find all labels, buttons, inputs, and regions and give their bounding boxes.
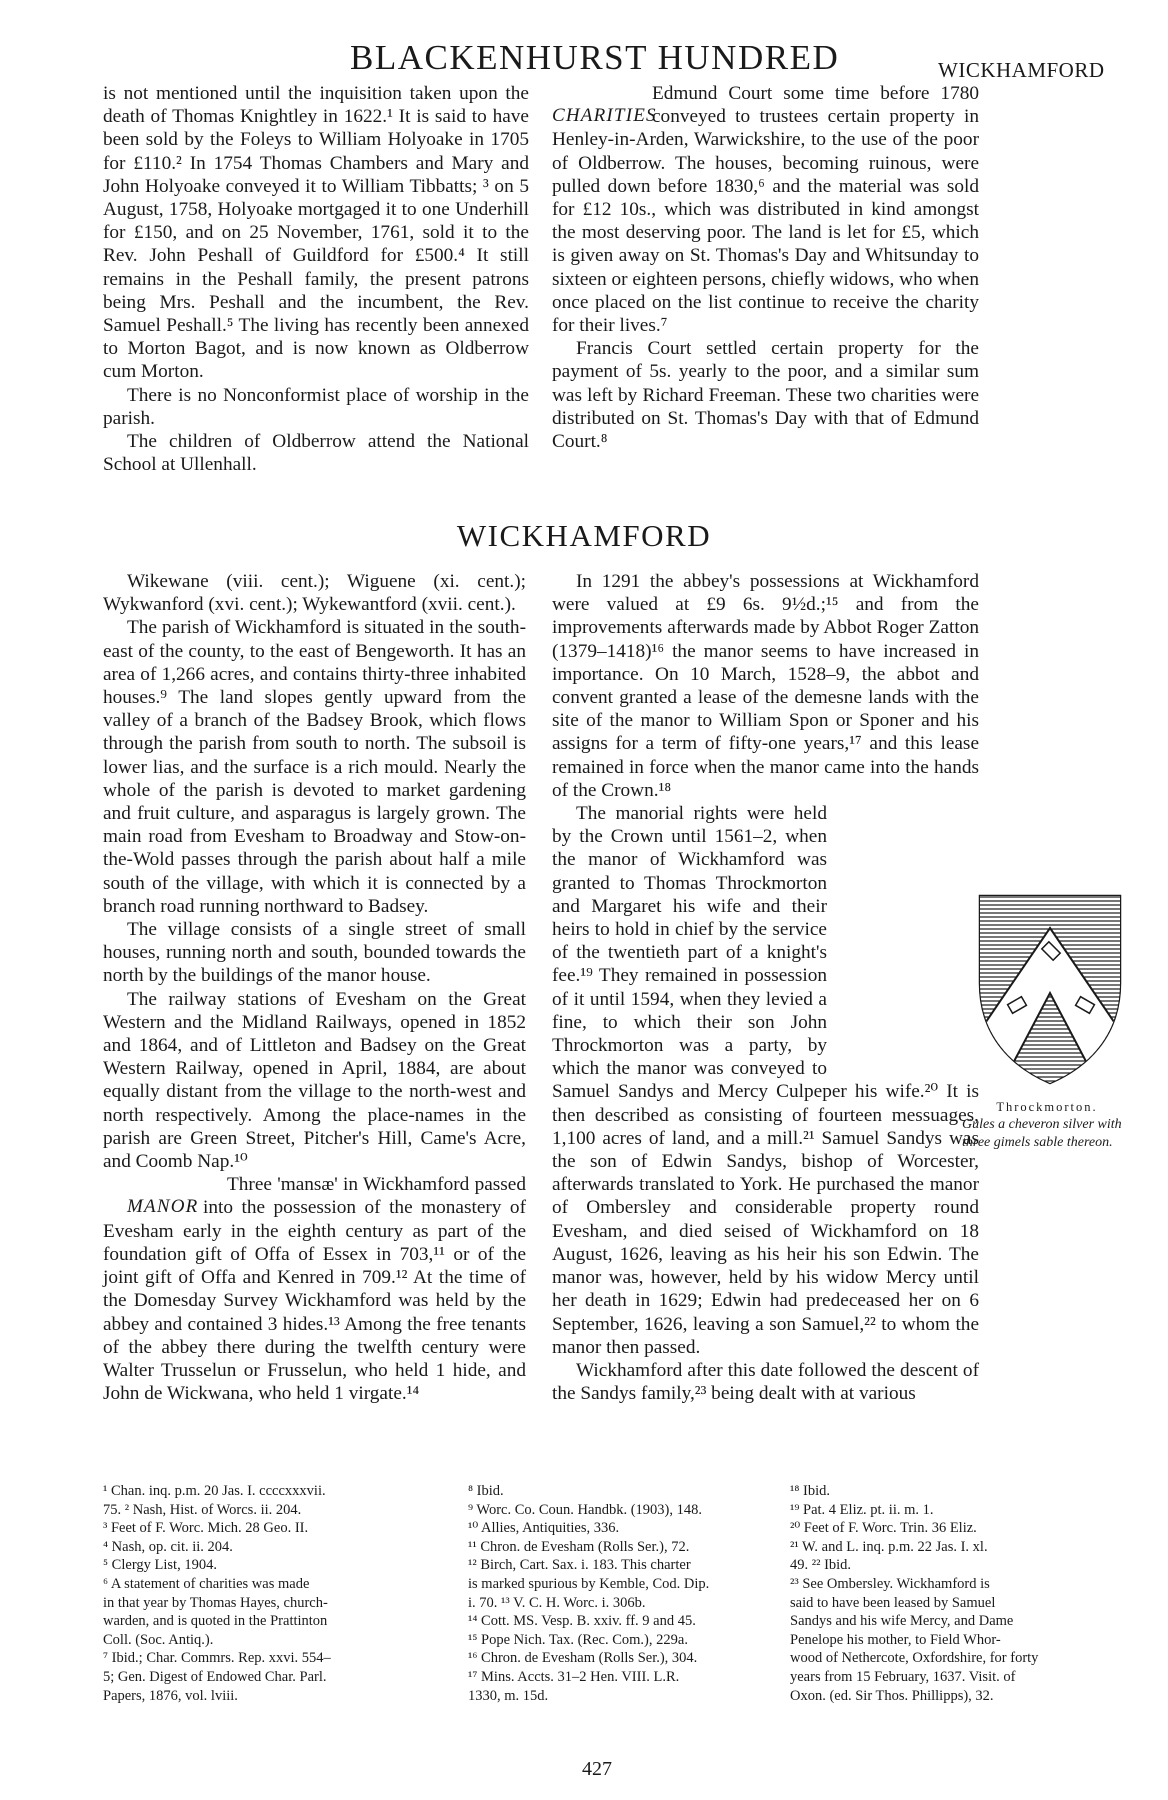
footnote-line: ¹² Birch, Cart. Sax. i. 183. This charter [468, 1557, 691, 1574]
footnotes-column-2 [468, 1482, 768, 1705]
footnote-line: ²³ See Ombersley. Wickhamford is [790, 1575, 990, 1592]
footnote-line: ¹⁵ Pope Nich. Tax. (Rec. Com.), 229a. [468, 1631, 688, 1648]
footnote-line: 75. ² Nash, Hist. of Worcs. ii. 204. [103, 1501, 302, 1518]
footnote-line: 49. ²² Ibid. [790, 1557, 852, 1574]
footnote-line: ⁴ Nash, op. cit. ii. 204. [103, 1538, 233, 1555]
footnote-line: warden, and is quoted in the Prattinton [103, 1613, 328, 1630]
manor-side-heading: MANOR [127, 1196, 199, 1218]
running-header-parish: WICKHAMFORD [938, 58, 1105, 82]
charities-paragraph-1: CHARITIES Edmund Court some time before 1780 conveyed to trustees certain property in Henley-in-Arden, Warwickshire, to the use of the poor of Oldberrow. The houses, becoming ruinous, were pulled down before 1830,⁶ and the material was sold for £12 10s., which was distributed in kind amongst the most deserving poor. The land is let for £5, which is given away on St. Thomas's Day and Whitsunday to sixteen or eighteen persons, chiefly widows, who when once placed on the list continue to receive the charity for their lives.⁷ [552, 83, 979, 337]
footnote-line: Oxon. (ed. Sir Thos. Phillipps), 32. [790, 1687, 994, 1704]
footnote-line: ⁶ A statement of charities was made [103, 1575, 310, 1592]
main-right-column [552, 570, 979, 1405]
footnote-line: ¹ Chan. inq. p.m. 20 Jas. I. ccccxxxvii. [103, 1483, 326, 1499]
footnote-line: ¹⁸ Ibid. [790, 1483, 831, 1499]
sandys-descent-paragraph: Wickhamford after this date followed the descent of the Sandys family,²³ being dealt with at various [552, 1359, 979, 1405]
footnote-line: ⁹ Worc. Co. Coun. Handbk. (1903), 148. [468, 1501, 702, 1518]
footnote-line: ¹⁷ Mins. Accts. 31–2 Hen. VIII. L.R. [468, 1668, 680, 1685]
page-number: 427 [582, 1758, 612, 1780]
footnote-line: ¹¹ Chron. de Evesham (Rolls Ser.), 72. [468, 1538, 690, 1555]
arms-caption-name: Throckmorton. [996, 1100, 1098, 1114]
footnote-line: ¹⁰ Allies, Antiquities, 336. [468, 1520, 620, 1537]
footnote-line: wood of Nethercote, Oxfordshire, for forty [790, 1650, 1039, 1667]
footnote-line: in that year by Thomas Hayes, church- [103, 1594, 328, 1611]
running-header-title: BLACKENHURST HUNDRED [350, 38, 840, 77]
village-paragraph: The village consists of a single street of small houses, running north and south, bounded towards the north by the buildings of the manor house. [103, 919, 526, 987]
footnotes-column-3 [790, 1482, 1090, 1705]
footnote-line: ⁸ Ibid. [468, 1483, 504, 1499]
manor-paragraph: MANOR Three 'mansæ' in Wickhamford passed into the possession of the monastery of Evesham early in the eighth century as part of the foundation gift of Offa of Essex in 703,¹¹ or of the joint gift of Offa and Kenred in 709.¹² At the time of the Domesday Survey Wickhamford was held by the abbey and contained 3 hides.¹³ Among the free tenants of the abbey there during the twelfth century were Walter Trusselun or Frusselun, who held 1 hide, and John de Wickwana, who held 1 virgate.¹⁴ [103, 1174, 526, 1405]
railway-paragraph: The railway stations of Evesham on the Great Western and the Midland Railways, opened in 1852 and 1864, and of Littleton and Badsey on the Great Western Railway, opened in April, 1884, are about equally distant from the village to the north-west and north respectively. Among the place-names in the parish are Green Street, Pitcher's Hill, Came's Acre, and Coomb Nap.¹⁰ [103, 988, 526, 1173]
footnote-line: i. 70. ¹³ V. C. H. Worc. i. 306b. [468, 1594, 646, 1611]
footnote-line: Coll. (Soc. Antiq.). [103, 1631, 214, 1648]
footnote-line: years from 15 February, 1637. Visit. of [790, 1668, 1016, 1685]
place-name-forms-paragraph: Wikewane (viii. cent.); Wiguene (xi. cent.); Wykwanford (xvi. cent.); Wykewantford (xvii. cent.). [103, 571, 526, 616]
arms-float-space [839, 808, 979, 1061]
footnote-line: said to have been leased by Samuel [790, 1594, 996, 1611]
main-left-column [103, 570, 526, 1405]
top-left-column [103, 82, 529, 476]
charities-paragraph-2: Francis Court settled certain property for the payment of 5s. yearly to the poor, and a similar sum was left by Richard Freeman. These two charities were distributed on St. Thomas's Day with that of Edmund Court.⁸ [552, 338, 979, 453]
footnote-line: 1330, m. 15d. [468, 1687, 549, 1704]
parish-description-paragraph: The parish of Wickhamford is situated in the south-east of the county, to the east of Bengeworth. It has an area of 1,266 acres, and contains thirty-three inhabited houses.⁹ The land slopes gently upward from the valley of a branch of the Badsey Brook, which flows through the parish from south to north. The subsoil is lower lias, and the surface is a rich mould. Nearly the whole of the parish is devoted to market gardening and fruit culture, and asparagus is largely grown. The main road from Evesham to Broadway and Stow-on-the-Wold passes through the parish about half a mile south of the village, with which it is connected by a branch road running northward to Badsey. [103, 617, 526, 917]
footnotes-column-1 [103, 1482, 393, 1705]
footnote-line: Penelope his mother, to Field Whor- [790, 1631, 1001, 1648]
footnote-line: is marked spurious by Kemble, Cod. Dip. [468, 1575, 710, 1592]
throckmorton-shield-icon [965, 888, 1135, 1088]
school-paragraph: The children of Oldberrow attend the National School at Ullenhall. [103, 431, 529, 476]
arms-caption [962, 1098, 1132, 1152]
footnote-line: Sandys and his wife Mercy, and Dame [790, 1613, 1014, 1630]
footnote-line: Papers, 1876, vol. lviii. [103, 1687, 238, 1704]
valuation-paragraph: In 1291 the abbey's possessions at Wickhamford were valued at £9 6s. 9½d.;¹⁵ and from the improvements afterwards made by Abbot Roger Zatton (1379–1418)¹⁶ the manor seems to have increased in importance. On 10 March, 1528–9, the abbot and convent granted a lease of the demesne lands with the site of the manor to William Spon or Sponer and his assigns for a term of fifty-one years,¹⁷ and this lease remained in force when the manor came into the hands of the Crown.¹⁸ [552, 571, 979, 801]
footnote-line: ⁷ Ibid.; Char. Commrs. Rep. xxvi. 554– [103, 1650, 331, 1667]
footnote-line: ²⁰ Feet of F. Worc. Trin. 36 Eliz. [790, 1520, 977, 1537]
charities-side-heading: CHARITIES [552, 105, 657, 126]
footnote-line: ²¹ W. and L. inq. p.m. 22 Jas. I. xl. [790, 1538, 988, 1555]
footnote-line: ¹⁶ Chron. de Evesham (Rolls Ser.), 304. [468, 1650, 698, 1667]
oldberrow-advowson-paragraph: is not mentioned until the inquisition taken upon the death of Thomas Knightley in 1622.¹ It is said to have been sold by the Foleys to William Holyoake in 1705 for £110.² In 1754 Thomas Chambers and Mary and John Holyoake conveyed it to William Tibbatts; ³ on 5 August, 1758, Holyoake mortgaged it to one Underhill for £150, and on 25 November, 1761, sold it to the Rev. John Peshall of Guildford for £500.⁴ It still remains in the Peshall family, the present patrons being Mrs. Peshall and the incumbent, the Rev. Samuel Peshall.⁵ The living has recently been annexed to Morton Bagot, and is now known as Oldberrow cum Morton. [103, 83, 529, 383]
footnote-line: ³ Feet of F. Worc. Mich. 28 Geo. II. [103, 1520, 309, 1537]
nonconformist-paragraph: There is no Nonconformist place of worship in the parish. [103, 384, 529, 429]
section-title: WICKHAMFORD [456, 518, 712, 553]
footnote-line: ¹⁹ Pat. 4 Eliz. pt. ii. m. 1. [790, 1501, 934, 1518]
arms-caption-blazon: Gules a cheveron silver with three gimels sable thereon. [962, 1117, 1122, 1150]
footnote-line: ¹⁴ Cott. MS. Vesp. B. xxiv. ff. 9 and 45. [468, 1613, 696, 1630]
footnote-line: 5; Gen. Digest of Endowed Char. Parl. [103, 1668, 327, 1685]
charities-column [552, 82, 979, 453]
manorial-rights-paragraph: The manorial rights were held by the Crown until 1561–2, when the manor of Wickhamford was granted to Thomas Throckmorton and Margaret his wife and their heirs to hold in chief by the service of the twentieth part of a knight's fee.¹⁹ They remained in possession of it until 1594, when they levied a fine, to which their son John Throckmorton was a party, by which the manor was conveyed to Samuel Sandys and Mercy Culpeper his wife.²⁰ It is then described as consisting of fourteen messuages, 1,100 acres of land, and a mill.²¹ Samuel Sandys was the son of Edwin Sandys, bishop of Worcester, afterwards translated to York. He purchased the manor of Ombersley and considerable property round Evesham, and died seised of Wickhamford on 18 August, 1626, leaving as his heir his son Edwin. The manor was, however, held by his widow Mercy until her death in 1629; Edwin had predeceased her on 6 September, 1626, leaving a son Samuel,²² to whom the manor then passed. [552, 803, 979, 1358]
footnote-line: ⁵ Clergy List, 1904. [103, 1557, 217, 1574]
